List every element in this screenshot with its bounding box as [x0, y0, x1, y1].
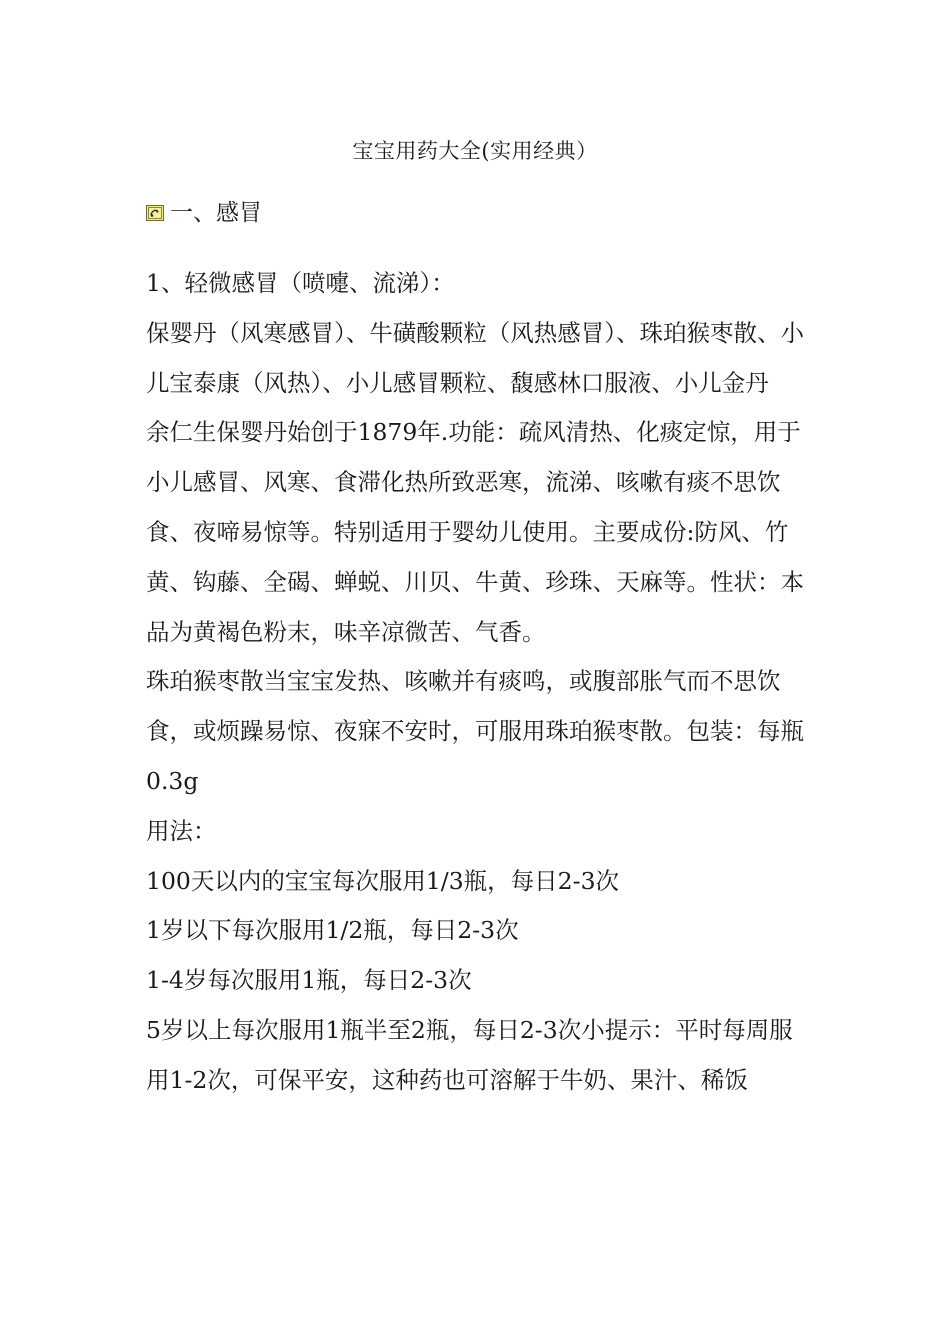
paragraph: 用法：: [146, 816, 217, 845]
document-link-icon[interactable]: [146, 205, 164, 221]
paragraph: 余仁生保婴丹始创于1879年.功能：疏风清热、化痰定惊，用于小儿感冒、风寒、食滞化热所致恶寒，流涕、咳嗽有痰不思饮食、夜啼易惊等。特别适用于婴幼儿使用。主要成份:防风、竹黄、钩藤、全碣、蝉蜕、川贝、牛黄、珍珠、天麻等。性状：本品为黄褐色粉末，味辛凉微苦、气香。: [146, 418, 804, 646]
document-title: 宝宝用药大全(实用经典）: [352, 139, 598, 163]
section-heading-text: 一、感冒: [170, 200, 262, 226]
paragraph: 1-4岁每次服用1瓶，每日2-3次: [146, 966, 472, 995]
paragraph: 保婴丹（风寒感冒）、牛磺酸颗粒（风热感冒）、珠珀猴枣散、小儿宝泰康（风热）、小儿感冒颗粒、馥感林口服液、小儿金丹: [146, 318, 804, 397]
section-heading: [146, 197, 262, 229]
paragraph: 1岁以下每次服用1/2瓶，每日2-3次: [146, 916, 519, 945]
paragraph-subheading: 1、轻微感冒（喷嚏、流涕）：: [146, 269, 455, 297]
document-body: [146, 259, 816, 1106]
paragraph: 5岁以上每次服用1瓶半至2瓶，每日2-3次小提示：平时每周服用1-2次，可保平安，这种药也可溶解于牛奶、果汁、稀饭: [146, 1015, 793, 1094]
paragraph: 珠珀猴枣散当宝宝发热、咳嗽并有痰鸣，或腹部胀气而不思饮食，或烦躁易惊、夜寐不安时，可服用珠珀猴枣散。包装：每瓶0.3g: [146, 667, 804, 795]
paragraph: 100天以内的宝宝每次服用1/3瓶，每日2-3次: [146, 866, 620, 895]
